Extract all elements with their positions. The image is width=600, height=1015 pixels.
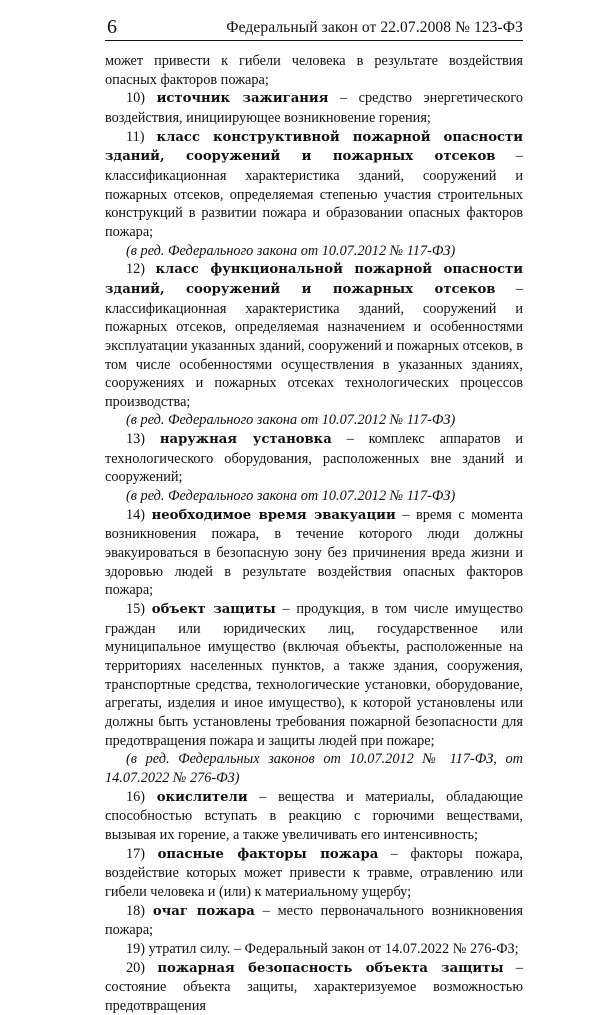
defined-term: окислители: [157, 790, 248, 805]
amendment-note: [105, 750, 523, 787]
defined-term: наружная установка: [160, 432, 332, 447]
defined-term: очаг пожара: [153, 904, 255, 919]
definition-text: – средство энергетического воздействия, инициирующее возникновение горения;: [105, 90, 523, 126]
item-number: 18): [126, 903, 145, 919]
definition-item: [105, 128, 523, 242]
definition-text: – классификационная характеристика зданий, сооружений и пожарных отсеков, определяемая назначением и особенностями эксплуатации указанных зданий, сооружений и пожарных отсеков, в том числе особенностями осуществления в указанных зданиях, сооружениях и пожарных отсеках технологических процессов производства;: [105, 281, 523, 410]
amendment-note-text: (в ред. Федеральных законов от 10.07.2012 № 117-ФЗ, от 14.07.2022 № 276-ФЗ): [105, 751, 523, 786]
paragraph-text: может привести к гибели человека в результате воздействия опасных факторов пожара;: [105, 53, 523, 88]
definition-item: [105, 506, 523, 600]
item-number: 15): [126, 601, 145, 617]
item-number: 16): [126, 789, 145, 805]
amendment-note-text: (в ред. Федерального закона от 10.07.2012 № 117-ФЗ): [126, 488, 455, 504]
defined-term: опасные факторы пожара: [158, 847, 379, 862]
law-text-body: [105, 52, 523, 1015]
definition-text: – факторы пожара, воздействие которых может привести к травме, отравлению или гибели человека и (или) к материальному ущербу;: [105, 846, 523, 900]
page-number: 6: [107, 16, 117, 39]
item-number: 12): [126, 261, 145, 277]
defined-term: источник зажигания: [157, 91, 329, 106]
definition-item: [105, 902, 523, 940]
defined-term: пожарная безопасность объекта защиты: [157, 961, 503, 976]
definition-text: – время с момента возникновения пожара, в течение которого люди должны эвакуироваться в безопасную зону без причинения вреда жизни и здоровью людей в результате воздействия опасных факторов пожара;: [105, 507, 523, 599]
defined-term: класс функциональной пожарной опасности зданий, сооружений и пожарных отсеков: [105, 262, 523, 297]
item-number: 11): [126, 129, 145, 145]
amendment-note: [105, 242, 523, 261]
defined-term: класс конструктивной пожарной опасности зданий, сооружений и пожарных отсеков: [105, 130, 523, 165]
definition-item: [105, 845, 523, 902]
defined-term: объект защиты: [152, 602, 276, 617]
defined-term: необходимое время эвакуации: [152, 508, 396, 523]
item-number: 19): [126, 941, 145, 957]
item-number: 17): [126, 846, 145, 862]
item-number: 14): [126, 507, 145, 523]
amendment-note-text: (в ред. Федерального закона от 10.07.2012 № 117-ФЗ): [126, 243, 455, 259]
definition-item: [105, 430, 523, 487]
definition-text: – комплекс аппаратов и технологического оборудования, расположенных вне зданий и сооружений;: [105, 431, 523, 485]
continued-paragraph: [105, 52, 523, 89]
amendment-note: [105, 487, 523, 506]
definition-text: утратил силу. – Федеральный закон от 14.07.2022 № 276-ФЗ;: [149, 941, 519, 957]
definition-text: – классификационная характеристика зданий, сооружений и пожарных отсеков, определяемая степенью участия строительных конструкций в развитии пожара и образовании опасных факторов пожара;: [105, 148, 523, 240]
running-title: Федеральный закон от 22.07.2008 № 123-ФЗ: [226, 19, 523, 37]
definition-item: [105, 788, 523, 845]
item-number: 13): [126, 431, 145, 447]
definition-text: – состояние объекта защиты, характеризуемое возможностью предотвращения: [105, 960, 523, 1014]
definition-item: [105, 940, 523, 959]
amendment-note: [105, 411, 523, 430]
item-number: 20): [126, 960, 145, 976]
definition-text: – вещества и материалы, обладающие способностью вступать в реакцию с горючими веществами, вызывая их горение, а также увеличивать его интенсивность;: [105, 789, 523, 843]
definition-item: [105, 959, 523, 1015]
amendment-note-text: (в ред. Федерального закона от 10.07.2012 № 117-ФЗ): [126, 412, 455, 428]
definition-item: [105, 600, 523, 750]
definition-text: – продукция, в том числе имущество граждан или юридических лиц, государственное или муниципальное имущество (включая объекты, расположенные на территориях населенных пунктов, а также здания, сооружения, транспортные средства, технологические установки, оборудование, агрегаты, изделия и иное имущество), к которой установлены или должны быть установлены требования пожарной безопасности для предотвращения пожара и защиты людей при пожаре;: [105, 601, 523, 749]
page-header: [105, 14, 523, 41]
item-number: 10): [126, 90, 145, 106]
definition-text: – место первоначального возникновения пожара;: [105, 903, 523, 939]
definition-item: [105, 260, 523, 411]
definition-item: [105, 89, 523, 127]
